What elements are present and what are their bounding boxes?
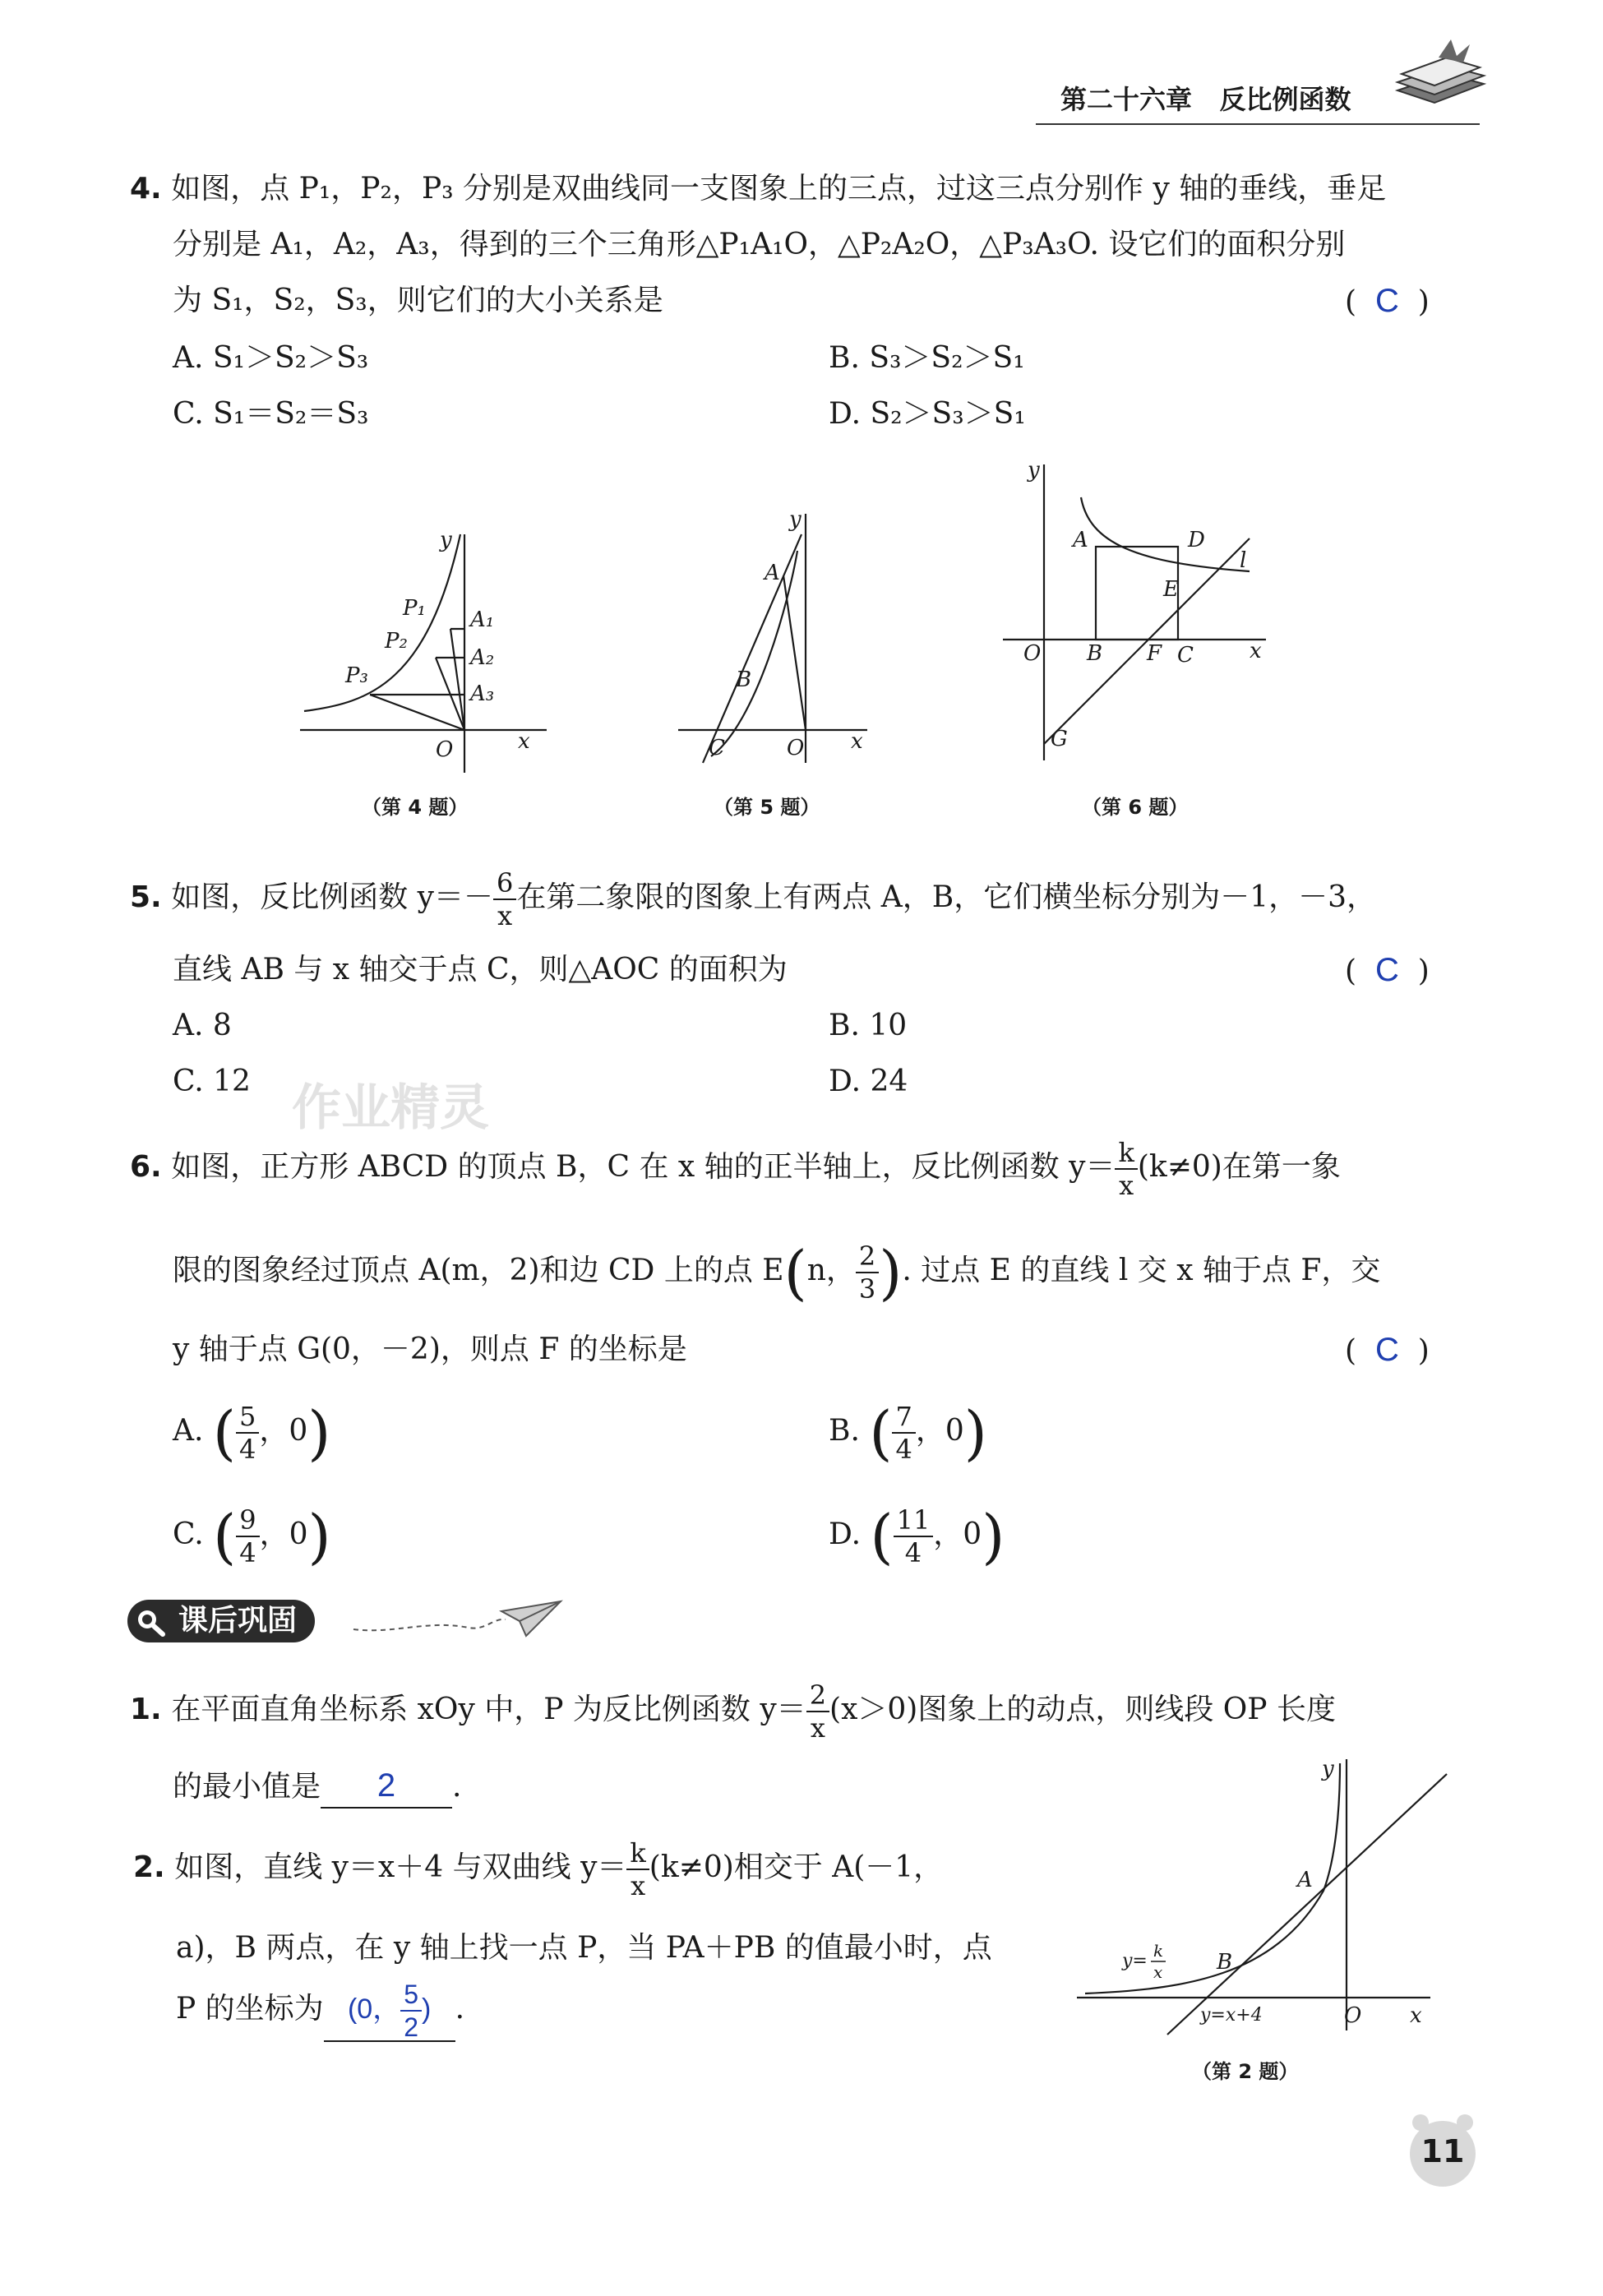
figure-4 bbox=[296, 518, 567, 781]
figure-h2-caption: （第 2 题） bbox=[1192, 2060, 1299, 2083]
h2-number: 2. bbox=[133, 1850, 165, 1884]
h1-line-2: 的最小值是 2 . bbox=[173, 1766, 461, 1809]
f6-label-b: B bbox=[1087, 641, 1103, 666]
h2-answer-num: 5 bbox=[404, 1980, 419, 2009]
q6-frac-e-den: 3 bbox=[856, 1272, 879, 1302]
f6-label-o: O bbox=[1023, 641, 1042, 666]
h1-fraction bbox=[806, 1679, 829, 1744]
h2f-curve-den: x bbox=[1153, 1962, 1163, 1982]
q4-number: 4. bbox=[130, 172, 162, 206]
q6-answer: C bbox=[1374, 1332, 1399, 1368]
f6-label-a: A bbox=[1073, 528, 1088, 552]
q4-line-2 bbox=[173, 225, 1345, 265]
q4-option-c: C. S₁＝S₂＝S₃ bbox=[173, 397, 369, 431]
q5-answer-bracket: ( C ) bbox=[1345, 952, 1430, 988]
q6-a-paren-open: ( bbox=[212, 1398, 236, 1467]
q6-b-num: 7 bbox=[895, 1401, 912, 1432]
q6-option-b bbox=[829, 1394, 987, 1468]
q6-a-paren-close: ) bbox=[307, 1398, 331, 1467]
h2-line-3: P 的坐标为 (0， $\frac{5}{2}$ ) . bbox=[176, 1980, 465, 2042]
figure-5-caption: （第 5 题） bbox=[714, 796, 820, 819]
f6-label-d: D bbox=[1188, 528, 1205, 552]
q6-b-paren-close: ) bbox=[963, 1398, 987, 1467]
q4-text-1: 如图，点 P₁，P₂，P₃ 分别是双曲线同一支图象上的三点，过这三点分别作 y 轴的垂线，垂足 bbox=[171, 172, 1387, 206]
q6-a-den: 4 bbox=[236, 1432, 259, 1462]
q4-option-a: A. S₁＞S₂＞S₃ bbox=[173, 341, 369, 375]
f6-label-l: l bbox=[1240, 548, 1247, 573]
watermark: 作业精灵 bbox=[292, 1079, 489, 1137]
q6-frac-k-den: x bbox=[1115, 1168, 1137, 1199]
q5-option-a: A. 8 bbox=[173, 1009, 232, 1042]
q6-line-1 bbox=[130, 1139, 1341, 1199]
q6-text-2c: . 过点 E 的直线 l 交 x 轴于点 F，交 bbox=[902, 1254, 1381, 1287]
q6-c-num: 9 bbox=[239, 1504, 256, 1536]
q4-answer: C bbox=[1374, 283, 1399, 319]
q6-d-den: 4 bbox=[894, 1536, 934, 1566]
q5-text-1a: 如图，反比例函数 y＝－ bbox=[171, 880, 493, 914]
q5-number: 5. bbox=[130, 880, 162, 914]
figure-h2 bbox=[1069, 1751, 1455, 2039]
q5-frac-den: x bbox=[493, 899, 516, 929]
q5-option-b: B. 10 bbox=[829, 1009, 908, 1042]
f5-line-ab bbox=[703, 534, 805, 763]
q6-b-paren-open: ( bbox=[869, 1398, 893, 1467]
h2-answer-post: ) bbox=[422, 1993, 432, 2025]
q6-text-2b: n， bbox=[806, 1254, 856, 1287]
q6-option-d bbox=[829, 1498, 1005, 1572]
f4-label-p3: P₃ bbox=[345, 663, 368, 688]
q6-frac-e-num: 2 bbox=[858, 1240, 876, 1272]
q6-b-zero: ，0 bbox=[915, 1414, 964, 1448]
q6-c-den: 4 bbox=[236, 1536, 259, 1566]
q6-fraction-e bbox=[856, 1240, 879, 1305]
q6-text-1a: 如图，正方形 ABCD 的顶点 B，C 在 x 轴的正半轴上，反比例函数 y＝ bbox=[171, 1150, 1116, 1184]
f6-hyperbola bbox=[1081, 497, 1250, 571]
h2-answer-den: 2 bbox=[400, 2010, 422, 2040]
f6-label-c: C bbox=[1177, 643, 1194, 668]
q6-c-zero: ，0 bbox=[259, 1518, 308, 1551]
q6-text-1b: (k≠0)在第一象 bbox=[1137, 1150, 1341, 1184]
f6-label-y: y bbox=[1028, 458, 1040, 483]
q6-a-num: 5 bbox=[239, 1401, 256, 1432]
f5-label-c: C bbox=[709, 736, 725, 760]
q6-fraction-k bbox=[1115, 1139, 1137, 1199]
f5-label-b: B bbox=[736, 668, 752, 692]
f4-label-o: O bbox=[436, 737, 454, 762]
h2f-label-b: B bbox=[1217, 1950, 1233, 1975]
q5-text-1b: 在第二象限的图象上有两点 A，B，它们横坐标分别为－1，－3， bbox=[516, 880, 1377, 914]
f6-label-g: G bbox=[1051, 727, 1068, 751]
section-title: 课后巩固 bbox=[178, 1604, 298, 1638]
q5-line-1 bbox=[130, 867, 1377, 931]
chapter-title: 反比例函数 bbox=[1219, 84, 1351, 115]
magnifier-icon bbox=[134, 1606, 167, 1638]
q6-option-a-label: A. bbox=[173, 1414, 204, 1448]
q6-d-zero: ，0 bbox=[933, 1518, 982, 1551]
q6-option-c bbox=[173, 1498, 331, 1572]
q5-text-2: 直线 AB 与 x 轴交于点 C，则△AOC 的面积为 bbox=[173, 953, 788, 986]
q4-line-3 bbox=[173, 281, 663, 321]
books-icon bbox=[1389, 33, 1488, 115]
q6-text-2a: 限的图象经过顶点 A(m，2)和边 CD 上的点 E bbox=[173, 1254, 784, 1287]
q6-d-paren-close: ) bbox=[982, 1502, 1005, 1571]
f6-label-f: F bbox=[1147, 641, 1162, 666]
f6-label-e: E bbox=[1163, 577, 1179, 602]
h2-text-1a: 如图，直线 y＝x＋4 与双曲线 y＝ bbox=[174, 1850, 627, 1884]
q6-d-frac bbox=[894, 1504, 934, 1568]
q5-frac-num: 6 bbox=[496, 867, 514, 899]
paper-plane-icon bbox=[345, 1587, 567, 1644]
h2-frac-num: k bbox=[630, 1837, 646, 1869]
q6-option-c-label: C. bbox=[173, 1518, 204, 1551]
q4-text-3: 为 S₁，S₂，S₃，则它们的大小关系是 bbox=[173, 284, 663, 317]
q5-answer: C bbox=[1374, 952, 1399, 988]
q6-number: 6. bbox=[130, 1150, 162, 1184]
q6-paren-open: ( bbox=[783, 1238, 807, 1307]
f5-label-x: x bbox=[851, 729, 863, 754]
f4-label-p2: P₂ bbox=[385, 629, 408, 654]
h1-text-1a: 在平面直角坐标系 xOy 中，P 为反比例函数 y＝ bbox=[171, 1693, 806, 1726]
q5-option-c: C. 12 bbox=[173, 1065, 251, 1098]
h1-text-1b: (x＞0)图象上的动点，则线段 OP 长度 bbox=[829, 1693, 1336, 1726]
q6-d-num: 11 bbox=[896, 1504, 931, 1536]
h1-frac-den: x bbox=[806, 1711, 829, 1741]
f4-label-p1: P₁ bbox=[403, 596, 426, 621]
q4-option-b: B. S₃＞S₂＞S₁ bbox=[829, 341, 1025, 375]
q6-a-frac bbox=[236, 1401, 259, 1465]
h1-answer: 2 bbox=[376, 1767, 396, 1804]
q6-a-zero: ，0 bbox=[259, 1414, 308, 1448]
q5-fraction bbox=[493, 867, 516, 931]
h2-frac-den: x bbox=[626, 1869, 649, 1899]
q6-d-paren-open: ( bbox=[870, 1502, 894, 1571]
f4-seg-p3o bbox=[370, 695, 464, 730]
h1-frac-num: 2 bbox=[809, 1679, 827, 1711]
f4-label-y: y bbox=[440, 528, 452, 552]
figure-6 bbox=[986, 448, 1282, 769]
q5-line-2 bbox=[173, 950, 788, 990]
q6-answer-bracket: ( C ) bbox=[1345, 1332, 1430, 1368]
h2f-line-label: y=x+4 bbox=[1200, 2005, 1263, 2026]
h2-line-2 bbox=[176, 1929, 992, 1968]
figure-6-caption: （第 6 题） bbox=[1082, 796, 1189, 819]
q4-text-2: 分别是 A₁，A₂，A₃，得到的三个三角形△P₁A₁O，△P₂A₂O，△P₃A₃O. 设它们的面积分别 bbox=[173, 228, 1346, 261]
h1-number: 1. bbox=[130, 1693, 162, 1726]
q6-frac-k-num: k bbox=[1118, 1137, 1134, 1168]
h2f-line bbox=[1167, 1774, 1447, 2035]
h2-fraction bbox=[626, 1837, 649, 1901]
q5-option-d: D. 24 bbox=[829, 1065, 908, 1098]
h2-line-1 bbox=[133, 1837, 944, 1901]
h2-text-1b: (k≠0)相交于 A(－1， bbox=[649, 1850, 944, 1884]
f5-label-a: A bbox=[765, 561, 780, 585]
header-rule bbox=[1036, 123, 1480, 125]
h2f-curve-label: y= bbox=[1122, 1951, 1148, 1971]
q4-option-d: D. S₂＞S₃＞S₁ bbox=[829, 397, 1026, 431]
f4-label-a1: A₁ bbox=[470, 607, 495, 632]
q6-c-paren-close: ) bbox=[307, 1502, 331, 1571]
h2f-curve-num: k bbox=[1153, 1941, 1164, 1961]
h2f-label-o: O bbox=[1344, 2003, 1362, 2028]
h2-text-2: a)，B 两点，在 y 轴上找一点 P，当 PA＋PB 的值最小时，点 bbox=[176, 1931, 992, 1965]
h2-answer-pre: (0， bbox=[347, 1993, 401, 2025]
h1-answer-blank bbox=[321, 1766, 452, 1809]
q6-text-3: y 轴于点 G(0，－2)，则点 F 的坐标是 bbox=[173, 1333, 687, 1366]
h2-answer bbox=[347, 1980, 432, 2042]
q4-line-1 bbox=[130, 169, 1386, 209]
h2-answer-frac bbox=[400, 1981, 422, 2040]
f5-label-o: O bbox=[787, 736, 805, 760]
h1-line-1 bbox=[130, 1679, 1336, 1744]
h2-text-3: P 的坐标为 bbox=[176, 1991, 324, 2026]
q4-answer-bracket: ( C ) bbox=[1345, 283, 1430, 319]
figure-4-caption: （第 4 题） bbox=[362, 796, 469, 819]
h2f-label-x: x bbox=[1410, 2003, 1422, 2028]
f4-label-x: x bbox=[518, 729, 530, 754]
f6-label-x: x bbox=[1250, 639, 1262, 663]
figure-5 bbox=[666, 501, 880, 773]
q6-line-2 bbox=[173, 1238, 1381, 1307]
q6-option-a bbox=[173, 1394, 330, 1468]
q6-c-paren-open: ( bbox=[213, 1502, 237, 1571]
chapter-label: 第二十六章 bbox=[1060, 84, 1193, 115]
h2-answer-blank bbox=[324, 1981, 455, 2042]
q6-paren-close: ) bbox=[879, 1238, 903, 1307]
f5-label-y: y bbox=[789, 507, 802, 532]
h1-text-2: 的最小值是 bbox=[173, 1770, 321, 1804]
h2f-label-a: A bbox=[1297, 1868, 1313, 1892]
q6-c-frac bbox=[236, 1504, 259, 1568]
f4-hyperbola bbox=[304, 534, 460, 711]
f4-label-a3: A₃ bbox=[470, 681, 495, 706]
f5-seg-ao bbox=[783, 575, 806, 730]
q6-line-3 bbox=[173, 1330, 687, 1370]
page-header bbox=[1060, 79, 1351, 117]
q6-b-frac bbox=[892, 1401, 915, 1465]
q6-option-d-label: D. bbox=[829, 1518, 862, 1551]
q6-option-b-label: B. bbox=[829, 1414, 860, 1448]
h2f-label-y: y bbox=[1322, 1757, 1334, 1781]
q6-b-den: 4 bbox=[892, 1432, 915, 1462]
f4-label-a2: A₂ bbox=[470, 645, 495, 670]
page-number: 11 bbox=[1421, 2133, 1465, 2169]
